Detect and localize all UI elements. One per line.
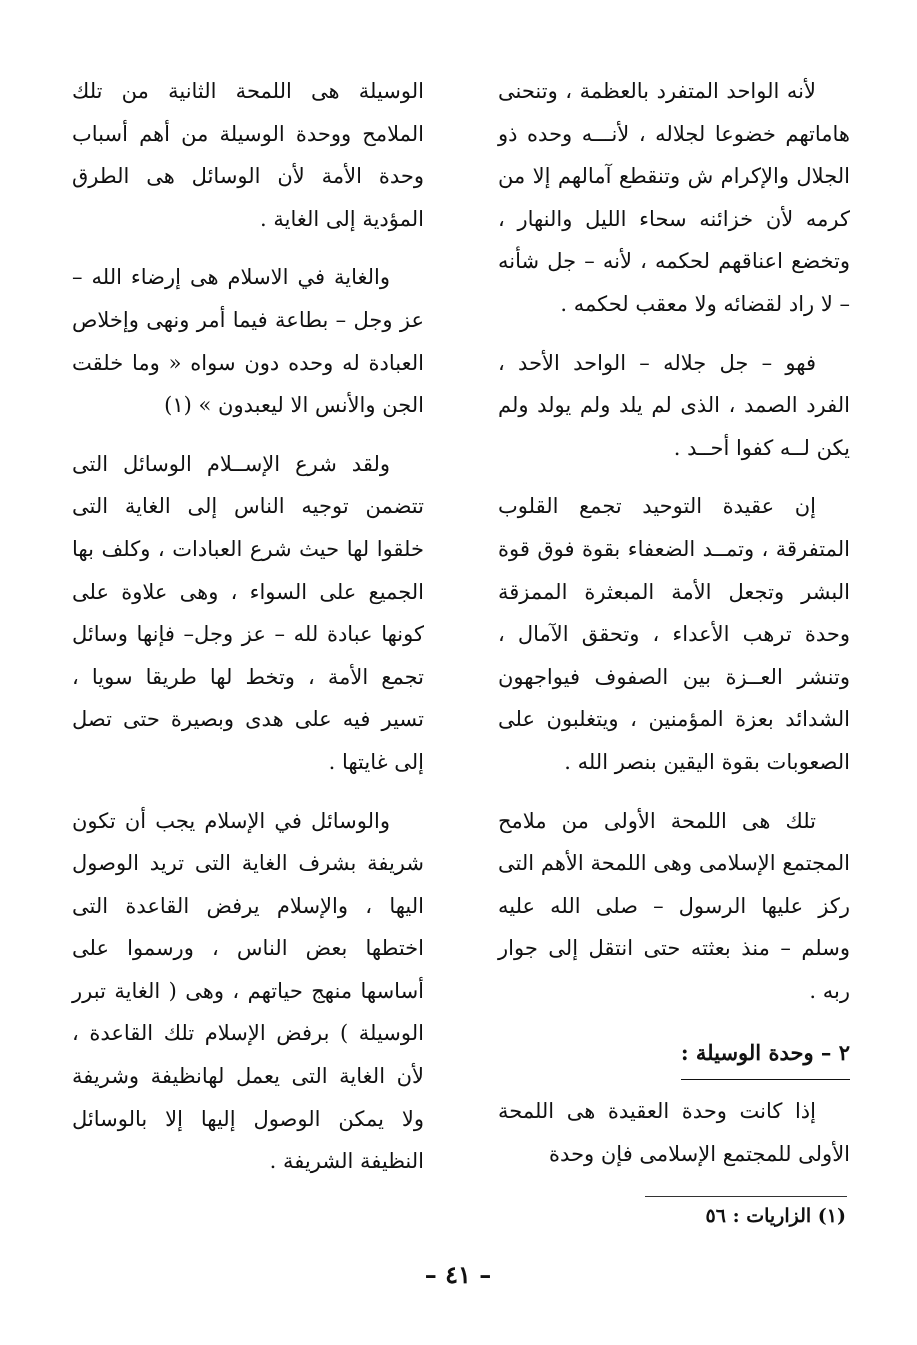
right-text-column (498, 70, 850, 1187)
paragraph: الوسيلة هى اللمحة الثانية من تلك الملامح ووحدة الوسيلة من أهم أسباب وحدة الأمة لأن الوسائل هى الطرق المؤدية إلى الغاية . (72, 79, 424, 231)
paragraph: والوسائل في الإسلام يجب أن تكون شريفة بشرف الغاية التى تريد الوصول اليها ، والإسلام يرفض القاعدة التى اختطها بعض الناس ، ورسموا على أساسها منهج حياتهم ، وهى ( الغاية تبرر الوسيلة ) برفض الإسلام تلك القاعدة ، لأن الغاية التى يعمل لهانظيفة وشريفة ولا يمكن الوصول إليها إلا بالوسائل النظيفة الشريفة . (72, 808, 424, 1174)
page-number: – ٤١ – (424, 1260, 492, 1289)
footnote: (١) الزاريات : ٥٦ (705, 1205, 846, 1227)
footnote-divider (645, 1196, 847, 1197)
paragraph: فهو – جل جلاله – الواحد الأحد ، الفرد الصمد ، الذى لم يلد ولم يولد ولم يكن لــه كفوا أحــد . (498, 350, 850, 460)
paragraph: تلك هى اللمحة الأولى من ملامح المجتمع الإسلامى وهى اللمحة الأهم التى ركز عليها الرسول – صلى الله عليه وسلم – منذ بعثته حتى انتقل إلى جوار ربه . (498, 808, 850, 1003)
paragraph: إذا كانت وحدة العقيدة هى اللمحة الأولى للمجتمع الإسلامى فإن وحدة (498, 1099, 850, 1166)
section-heading: ٢ – وحدة الوسيلة : (681, 1032, 850, 1080)
paragraph: ولقد شرع الإســلام الوسائل التى تتضمن توجيه الناس إلى الغاية التى خلقوا لها حيث شرع العبادات ، وكلف بها الجميع على السواء ، وهى علاوة على كونها عبادة لله – عز وجل– فإنها وسائل تجمع الأمة ، وتخط لها طريقا سويا ، تسير فيه على هدى وبصيرة حتى تصل إلى غايتها . (72, 451, 424, 774)
paragraph: إن عقيدة التوحيد تجمع القلوب المتفرقة ، وتمــد الضعفاء بقوة فوق قوة البشر وتجعل الأمة المبعثرة الممزقة وحدة ترهب الأعداء ، وتحقق الآمال ، وتنشر العــزة بين الصفوف فيواجهون الشدائد بعزة المؤمنين ، ويتغلبون على الصعوبات بقوة اليقين بنصر الله . (498, 494, 850, 774)
left-text-column (72, 70, 424, 1199)
section-heading-wrapper (498, 1028, 850, 1090)
paragraph: لأنه الواحد المتفرد بالعظمة ، وتنحنى هاماتهم خضوعا لجلاله ، لأنـــه وحده ذو الجلال والإكرام ش وتنقطع آمالهم إلا من كرمه لأن خزائنه سحاء الليل والنهار ، وتخضع اعناقهم لحكمه ، لأنه – جل شأنه – لا راد لقضائه ولا معقب لحكمه . (498, 79, 850, 316)
paragraph: والغاية في الاسلام هى إرضاء الله – عز وجل – بطاعة فيما أمر ونهى وإخلاص العبادة له وحده دون سواه « وما خلقت الجن والأنس الا ليعبدون » (١) (72, 265, 424, 418)
